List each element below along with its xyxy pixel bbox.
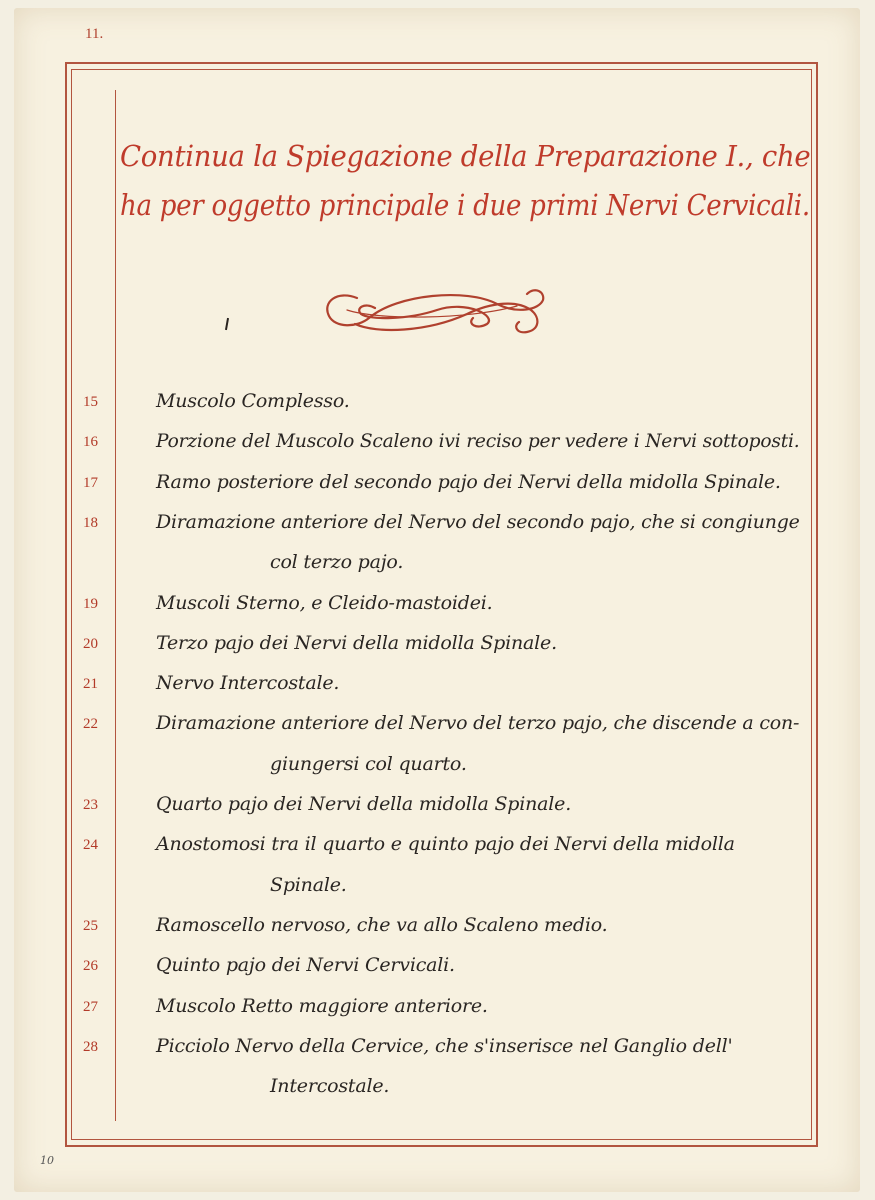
entry-text-continuation: col terzo pajo. <box>270 551 404 574</box>
entry-number: 27 <box>83 998 98 1015</box>
entry-number: 26 <box>83 958 98 975</box>
entry-text: Terzo pajo dei Nervi della midolla Spinale. <box>156 631 557 654</box>
entry-text-continuation: Intercostale. <box>270 1075 390 1098</box>
entry-text: Diramazione anteriore del Nervo del secondo pajo, che si congiunge <box>156 510 800 533</box>
entry-text: Muscolo Complesso. <box>156 390 350 412</box>
entry-number: 23 <box>83 797 98 813</box>
entry-number: 25 <box>83 917 98 934</box>
title-line-2: ha per oggetto principale i due primi Nervi Cervicali. <box>120 188 810 222</box>
entry-text-continuation: Spinale. <box>270 873 347 896</box>
entry-number: 20 <box>83 635 98 652</box>
corner-folio-mark: 10 <box>40 1154 54 1167</box>
entry-text: Quarto pajo dei Nervi della midolla Spinale. <box>156 793 572 815</box>
page-number: 11. <box>85 26 104 42</box>
entry-number: 21 <box>83 676 98 693</box>
entry-text: Muscoli Sterno, e Cleido-mastoidei. <box>156 591 493 614</box>
entry-text-continuation: giungersi col quarto. <box>270 752 467 775</box>
entry-text: Quinto pajo dei Nervi Cervicali. <box>156 954 455 977</box>
entry-number: 19 <box>83 595 98 612</box>
page-title <box>120 132 810 230</box>
entry-text: Ramo posteriore del secondo pajo dei Nervi della midolla Spinale. <box>156 470 781 493</box>
entry-number: 22 <box>83 716 98 733</box>
entry-number: 24 <box>83 837 98 854</box>
entry-text: Ramoscello nervoso, che va allo Scaleno medio. <box>156 913 608 936</box>
entry-text: Anostomosi tra il quarto e quinto pajo dei Nervi della midolla <box>156 833 735 856</box>
title-line-1: Continua la Spiegazione della Preparazione I., che <box>120 139 811 173</box>
entry-number: 18 <box>83 514 98 531</box>
entry-text: Muscolo Retto maggiore anteriore. <box>156 994 488 1017</box>
entry-text: Nervo Intercostale. <box>156 672 340 695</box>
entry-number: 16 <box>83 434 98 451</box>
calligraphic-flourish <box>317 280 549 342</box>
entry-text: Picciolo Nervo della Cervice, che s'inserisce nel Ganglio dell' <box>156 1034 733 1057</box>
entry-number: 17 <box>83 474 98 491</box>
entry-text: Diramazione anteriore del Nervo del terzo pajo, che discende a con- <box>156 712 800 735</box>
entry-number: 15 <box>83 394 98 410</box>
entry-text: Porzione del Muscolo Scaleno ivi reciso per vedere i Nervi sottoposti. <box>156 430 800 453</box>
entry-number: 28 <box>83 1038 98 1055</box>
